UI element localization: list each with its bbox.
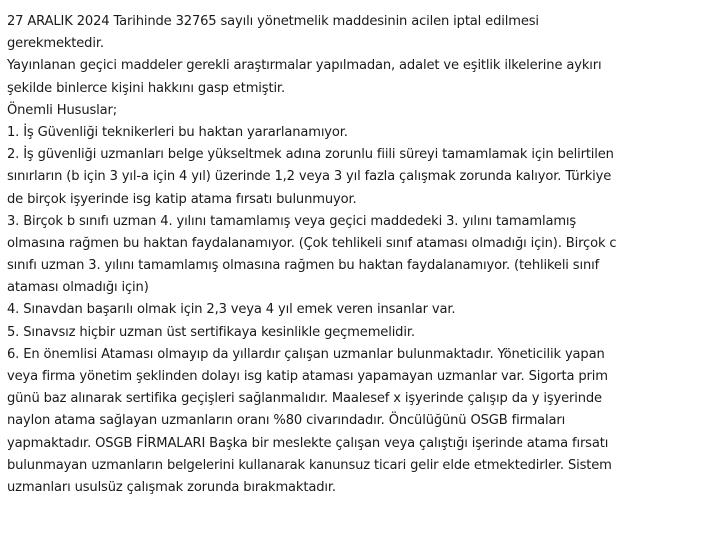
text-line: uzmanları usulsüz çalışmak zorunda bırakmaktadır. [7,479,336,495]
text-line: ataması olmadığı için) [7,280,149,296]
text-line: gerekmektedir. [7,36,104,52]
text-line: veya firma yönetim şeklinden dolayı isg katip ataması yapamayan uzmanlar var. Sigorta prim [7,369,608,384]
text-line: şekilde binlerce kişini hakkını gasp etmiştir. [7,80,285,96]
list-item: 6. En önemlisi Ataması olmayıp da yıllardır çalışan uzmanlar bulunmaktadır. Yöneticilik yapan [7,346,605,362]
text-line: naylon atama sağlayan uzmanların oranı %80 civarındadır. Öncülüğünü OSGB firmaları [7,413,566,429]
text-line: günü baz alınarak sertifika geçişleri sağlanmalıdır. Maalesef x işyerinde çalışıp da y işyerinde [7,391,602,407]
text-line: 27 ARALIK 2024 Tarihinde 32765 sayılı yönetmelik maddesinin acilen iptal edilmesi [7,14,539,29]
text-line: sınırların (b için 3 yıl-a için 4 yıl) üzerinde 1,2 veya 3 yıl fazla çalışmak zorunda kalıyor. Türkiye [7,169,612,185]
list-item: 2. İş güvenliği uzmanları belge yükseltmek adına zorunlu fiili süreyi tamamlamak için belirtilen [7,147,614,163]
text-line: sınıfı uzman 3. yılını tamamlamış olmasına rağmen bu haktan faydalanamıyor. (tehlikeli sınıf [7,258,600,274]
text-line: olmasına rağmen bu haktan faydalanamıyor. (Çok tehlikeli sınıf ataması olmadığı için). Birçok c [7,235,617,251]
document-body [7,11,705,499]
text-line: de birçok işyerinde isg katip atama fırsatı bulunmuyor. [7,191,357,207]
text-line: yapmaktadır. OSGB FİRMALARI Başka bir meslekte çalışan veya çalıştığı işerinde atama fırsatı [7,435,609,451]
list-item: 4. Sınavdan başarılı olmak için 2,3 veya 4 yıl emek veren insanlar var. [7,302,456,318]
list-item: 5. Sınavsız hiçbir uzman üst sertifikaya kesinlikle geçmemelidir. [7,324,415,340]
text-line: Yayınlanan geçici maddeler gerekli araştırmalar yapılmadan, adalet ve eşitlik ilkelerine aykırı [7,58,602,74]
list-item: 3. Birçok b sınıfı uzman 4. yılını tamamlamış veya geçici maddedeki 3. yılını tamamlamış [7,213,577,229]
section-heading: Önemli Hususlar; [7,102,117,118]
list-item: 1. İş Güvenliği teknikerleri bu haktan yararlanamıyor. [7,124,348,140]
text-line: bulunmayan uzmanların belgelerini kullanarak kanunsuz ticari gelir elde etmektedirler. Sistem [7,457,612,473]
